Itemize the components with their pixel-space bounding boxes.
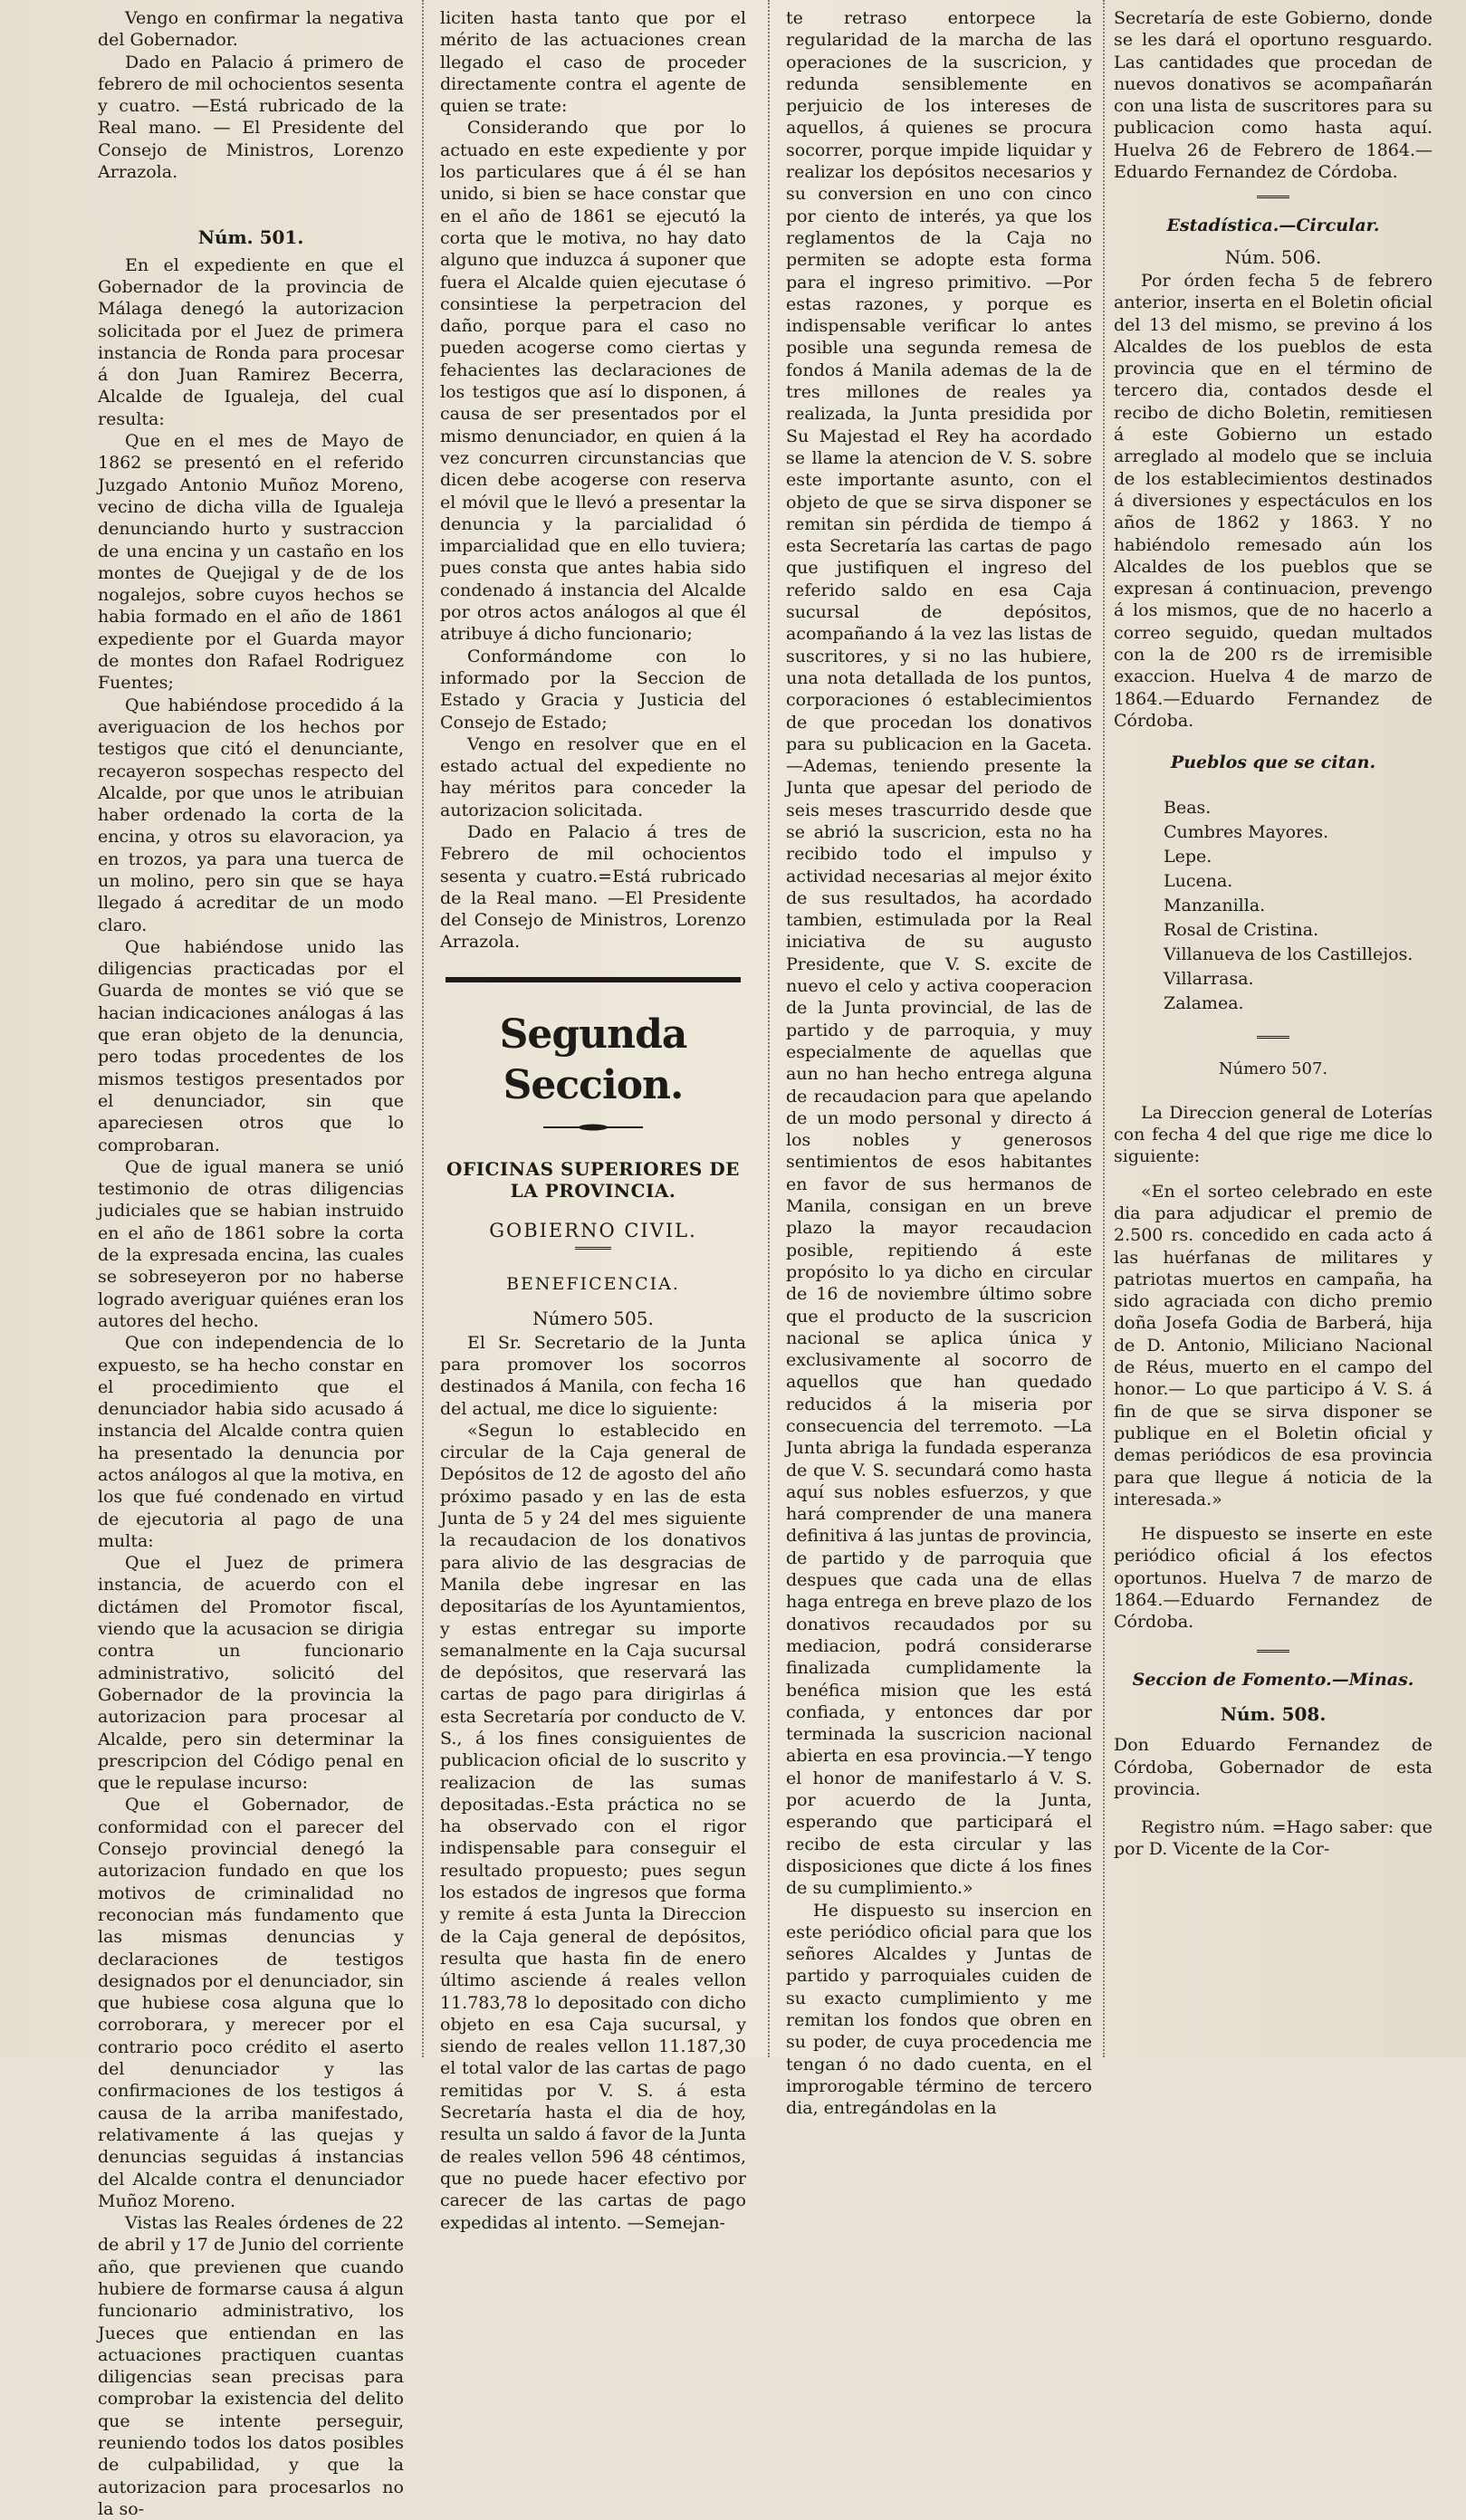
short-divider xyxy=(1114,1036,1432,1039)
list-item: Beas. xyxy=(1164,797,1212,818)
paragraph: Que habiéndose unido las diligencias practicadas por el Guarda de montes se vió que se hacian indicaciones análogas á las que eran objeto de la denuncia, pero todas procedentes de los mismos testigos presentados por el denunciador, sin que apareciesen otros que lo comprobaran. xyxy=(98,936,404,1155)
column-4 xyxy=(1114,7,1432,2052)
list-item: Villarrasa. xyxy=(1164,968,1254,989)
statistics-heading: Estadística.—Circular. xyxy=(1166,216,1380,236)
paragraph: Por órden fecha 5 de febrero anterior, inserta en el Boletin oficial del 13 del mismo, se previno á los Alcaldes de los pueblos de esta provincia que en el término de tercero dia, contados desde el recibo de dicho Boletin, remitiesen á este Gobierno un estado arreglado al modelo que se incluia de los establecimientos destinados á diversiones y espectáculos en los años de 1862 y 1863. Y no habiéndolo remesado aún los Alcaldes de los pueblos que se expresan á continuacion, prevengo á los mismos, que de no hacerlo a correo seguido, quedan multados con la de 200 rs de irremisible exaccion. Huelva 4 de marzo de 1864.—Eduardo Fernandez de Córdoba. xyxy=(1114,270,1432,731)
paragraph: He dispuesto su insercion en este periódico oficial para que los señores Alcaldes y Juntas de partido y parroquiales cuiden de su exacto cumplimiento y me remitan los fondos que obren en su poder, de cuya procedencia me tengan ó no dado cuenta, en el improrogable término de tercero dia, entregándolas en la xyxy=(786,1900,1092,2119)
column-divider xyxy=(768,0,771,2057)
beneficencia-heading: BENEFICENCIA. xyxy=(506,1274,680,1295)
decree-number: Número 507. xyxy=(1218,1059,1328,1078)
paragraph: Que habiéndose procedido á la averiguacion de los hechos por testigos que citó el denunciante, recayeron sospechas respecto del Alcalde, por que unos le atribuian haber ordenado la corta de la encina, y otros su elavoracion, ya en trozos, ya para una tuerca de un molino, pero sin que se haya llegado á acreditar de un modo claro. xyxy=(98,695,404,935)
fomento-heading: Seccion de Fomento.—Minas. xyxy=(1132,1669,1414,1690)
paragraph: Que el Gobernador, de conformidad con el parecer del Consejo provincial denegó la autorizacion fundado en que los motivos de criminalidad no reconocian más fundamento que las mismas denuncias y declaraciones de testigos designados por el denunciador, sin que hubiese cosa alguna que lo corroborara, y merecer por el contrario poco crédito el aserto del denunciador y las confirmaciones de los testigos á causa de la arriba manifestado, relativamente á las quejas y denuncias seguidas á instancias del Alcalde contra el denunciador Muñoz Moreno. xyxy=(98,1795,404,2211)
short-divider xyxy=(1114,1650,1432,1653)
offices-heading: OFICINAS SUPERIORES DE LA PROVINCIA. xyxy=(446,1157,740,1202)
paragraph: El Sr. Secretario de la Junta para promover los socorros destinados á Manila, con fecha 16 del actual, me dice lo siguiente: xyxy=(440,1332,746,1419)
paragraph: «En el sorteo celebrado en este dia para adjudicar el premio de 2.500 rs. concedido en cada acto á las huérfanas de militares y patriotas muertos en campaña, ha sido agraciada con dicho premio doña Josefa Godia de Barberá, hija de D. Antonio, Miliciano Nacional de Réus, muerto en el campo del honor.— Lo que participo á V. S. á fin de que se sirva disponer se publique en el Boletin oficial y demas periódicos de esa provincia para que llegue á noticia de la interesada.» xyxy=(1114,1181,1432,1509)
section-title: Segunda Seccion. xyxy=(499,1011,687,1108)
paragraph: Que en el mes de Mayo de 1862 se presentó en el referido Juzgado Antonio Muñoz Moreno, vecino de dicha villa de Igualeja denunciando hurto y sustraccion de una encina y un castaño en los montes de Quejigal y de de los nogalejos, sobre cuyos hechos se habia formado en el año de 1861 expediente por el Guarda mayor de montes don Rafael Rodriguez Fuentes; xyxy=(98,431,404,694)
column-divider xyxy=(1103,0,1106,2057)
towns-heading: Pueblos que se citan. xyxy=(1170,752,1376,773)
column-divider xyxy=(422,0,425,2057)
decree-number: Número 505. xyxy=(532,1308,654,1330)
paragraph: Dado en Palacio á tres de Febrero de mil ochocientos sesenta y cuatro.=Está rubricado de la Real mano. —El Presidente del Consejo de Ministros, Lorenzo Arrazola. xyxy=(440,821,746,953)
paragraph: En el expediente en que el Gobernador de la provincia de Málaga denegó la autorizacion solicitada por el Juez de primera instancia de Ronda para procesar á don Juan Ramirez Becerra, Alcalde de Igualeja, del cual resulta: xyxy=(98,254,404,429)
paragraph: liciten hasta tanto que por el mérito de las actuaciones crean llegado el caso de proceder directamente contra el agente de quien se trate: xyxy=(440,8,746,117)
paragraph: Registro núm. =Hago saber: que por D. Vicente de la Cor- xyxy=(1114,1817,1432,1860)
paragraph: Conformándome con lo informado por la Seccion de Estado y Gracia y Justicia del Consejo de Estado; xyxy=(440,646,746,733)
list-item: Rosal de Cristina. xyxy=(1164,919,1319,940)
paragraph: Que el Juez de primera instancia, de acuerdo con el dictámen del Promotor fiscal, viendo que la acusacion se dirigia contra un funcionario administrativo, solicitó del Gobernador de la provincia la autorizacion para procesar al Alcalde, pero sin determinar la prescripcion del Código penal en que le repulase incurso: xyxy=(98,1553,404,1794)
paragraph: Dado en Palacio á primero de febrero de mil ochocientos sesenta y cuatro. —Está rubricado de la Real mano. — El Presidente del Consejo de Ministros, Lorenzo Arrazola. xyxy=(98,52,404,183)
column-3 xyxy=(786,7,1092,2119)
column-1 xyxy=(98,7,404,2519)
decree-number: Núm. 501. xyxy=(197,226,304,249)
decree-number: Núm. 506. xyxy=(1224,245,1322,268)
list-item: Lucena. xyxy=(1164,870,1233,891)
paragraph: Que de igual manera se unió testimonio de otras diligencias judiciales que se habian instruido en el año de 1861 sobre la corta de la expresada encina, las cuales se sobreseyeron por no haberse logrado averiguar quiénes eran los autores del hecho. xyxy=(98,1156,404,1331)
short-divider xyxy=(1114,196,1432,198)
paragraph: La Direccion general de Loterías con fecha 4 del que rige me dice lo siguiente: xyxy=(1114,1102,1432,1167)
paragraph: Vengo en confirmar la negativa del Gobernador. xyxy=(98,8,404,51)
paragraph: Secretaría de este Gobierno, donde se les dará el oportuno resguardo. Las cantidades que procedan de nuevos donativos se acompañarán con una lista de suscritores para su publicacion como hasta aquí. Huelva 26 de Febrero de 1864.— Eduardo Fernandez de Córdoba. xyxy=(1114,8,1432,183)
paragraph: Que con independencia de lo expuesto, se ha hecho constar en el procedimiento que el denunciador habia sido acusado á instancia del Alcalde contra quien ha presentado la denuncia por actos análogos al que la motiva, en los que fué condenado en virtud de ejecutoria al pago de una multa: xyxy=(98,1333,404,1551)
short-divider xyxy=(440,1247,746,1250)
list-item: Zalamea. xyxy=(1164,992,1244,1013)
paragraph: He dispuesto se inserte en este periódico oficial á los efectos oportunos. Huelva 7 de marzo de 1864.—Eduardo Fernandez de Córdoba. xyxy=(1114,1524,1432,1633)
paragraph: Vengo en resolver que en el estado actual del expediente no hay méritos para conceder la autorizacion solicitada. xyxy=(440,733,746,820)
paragraph: Considerando que por lo actuado en este expediente y por los particulares que á él se han unido, si bien se hace constar que en el año de 1861 se ejecutó la corta que le motiva, no hay dato alguno que induzca á suponer que fuera el Alcalde quien ejecutase ó consintiese la perpetracion del daño, porque para el caso no pueden acogerse como ciertas y fehacientes las declaraciones de los testigos que así lo disponen, á causa de ser presentados por el mismo denunciador, en quien á la vez concurren circunstancias que dicen debe acogerse con reserva el móvil que le llevó a presentar la denuncia y la parcialidad ó imparcialidad que en ello tuviera; pues consta que antes habia sido condenado á instancia del Alcalde por otros actos análogos al que él atribuye á dicho funcionario; xyxy=(440,118,746,645)
paragraph: Don Eduardo Fernandez de Córdoba, Gobernador de esta provincia. xyxy=(1114,1735,1432,1799)
decree-number: Núm. 508. xyxy=(1220,1702,1327,1725)
gov-heading: GOBIERNO CIVIL. xyxy=(489,1219,697,1241)
section-rule xyxy=(446,977,741,982)
paragraph: te retraso entorpece la regularidad de la marcha de las operaciones de la suscricion, y redunda sensiblemente en perjuicio de los intereses de aquellos, á quienes se procura socorrer, porque impide liquidar y realizar los depósitos necesarios y su conversion en uno con cinco por ciento de interés, ya que los reglamentos de la Caja no permiten se adopte esta forma para el ingreso primitivo. —Por estas razones, y porque es indispensable verificar lo antes posible una segunda remesa de fondos á Manila ademas de la de tres millones de reales ya realizada, la Junta presidida por Su Majestad el Rey ha acordado se llame la atencion de V. S. sobre este importante asunto, con el objeto de que se sirva disponer se remitan sin pérdida de tiempo á esta Secretaría las cartas de pago que justifiquen el ingreso del referido saldo en esa Caja sucursal de depósitos, acompañando á la vez las listas de suscritores, y si no las hubiere, una nota detallada de los puntos, corporaciones ó establecimientos de que procedan los donativos para su publicacion en la Gaceta. —Ademas, teniendo presente la Junta que apesar del periodo de seis meses trascurrido desde que se abrió la suscricion, esta no ha recibido todo el impulso y actividad necesarias al mejor éxito de sus resultados, ha acordado tambien, estimulada por la Real iniciativa de su augusto Presidente, que V. S. excite de nuevo el celo y activa cooperacion de la Junta provincial, de las de partido y de parroquia, y muy especialmente de aquellas que aun no han hecho entrega alguna de recaudacion para que apelando de un modo personal y directo á los nobles y generosos sentimientos de esos habitantes en favor de sus hermanos de Manila, consigan en un breve plazo la mayor recaudacion posible, repitiendo á este propósito lo ya dicho en circular de 16 de noviembre último sobre que el producto de la suscricion nacional se aplica única y exclusivamente al socorro de aquellos que han quedado reducidos á la miseria por consecuencia del terremoto. —La Junta abriga la fundada esperanza de que V. S. secundará como hasta aquí sus nobles esfuerzos, y que hará comprender de una manera definitiva á las juntas de provincia, de partido y de parroquia que despues que cada una de ellas haga entrega en breve plazo de los donativos recaudados por su mediacion, podrá considerarse finalizada cumplidamente la benéfica mision que les está confiada, y entonces dar por terminada la suscricion nacional abierta en esa provincia.—Y tengo el honor de manifestarlo á V. S. por acuerdo de la Junta, esperando que participará el recibo de esta circular y las disposiciones que dicte á los fines de su cumplimiento.» xyxy=(786,8,1092,1899)
ornament-divider xyxy=(440,1124,746,1131)
column-2 xyxy=(440,7,746,2233)
list-item: Cumbres Mayores. xyxy=(1164,821,1329,842)
towns-list xyxy=(1164,796,1432,1016)
list-item: Lepe. xyxy=(1164,846,1212,867)
list-item: Villanueva de los Castillejos. xyxy=(1164,944,1413,964)
paragraph: «Segun lo establecido en circular de la Caja general de Depósitos de 12 de agosto del año próximo pasado y en las de esta Junta de 5 y 24 del mes siguiente la recaudacion de los donativos para alivio de las desgracias de Manila debe ingresar en las depositarías de los Ayuntamientos, y estas entregar su importe semanalmente en la Caja sucursal de depósitos, que reservará las cartas de pago para dirigirlas á esta Secretaría por conducto de V. S., á los fines consiguientes de publicacion oficial de lo suscrito y realizacion de las sumas depositadas.-Esta práctica no se ha observado con el rigor indispensable para conseguir el resultado propuesto; pues segun los estados de ingresos que forma y remite á esta Junta la Direccion de la Caja general de depósitos, resulta que hasta fin de enero último asciende á reales vellon 11.783,78 lo depositado con dicho objeto en esa Caja sucursal, y siendo de reales vellon 11.187,30 el total valor de las cartas de pago remitidas por V. S. á esta Secretaría hasta el dia de hoy, resulta un saldo á favor de la Junta de reales vellon 596 48 céntimos, que no puede hacer efectivo por carecer de las cartas de pago expedidas al intento. —Semejan- xyxy=(440,1420,746,2233)
paragraph: Vistas las Reales órdenes de 22 de abril y 17 de Junio del corriente año, que previenen que cuando hubiere de formarse causa á algun funcionario administrativo, los Jueces que entiendan en las actuaciones practiquen cuantas diligencias sean precisas para comprobar la existencia del delito que se intente perseguir, reuniendo todos los datos posibles de culpabilidad, y que la autorizacion para procesarlos no la so- xyxy=(98,2213,404,2519)
list-item: Manzanilla. xyxy=(1164,895,1266,915)
